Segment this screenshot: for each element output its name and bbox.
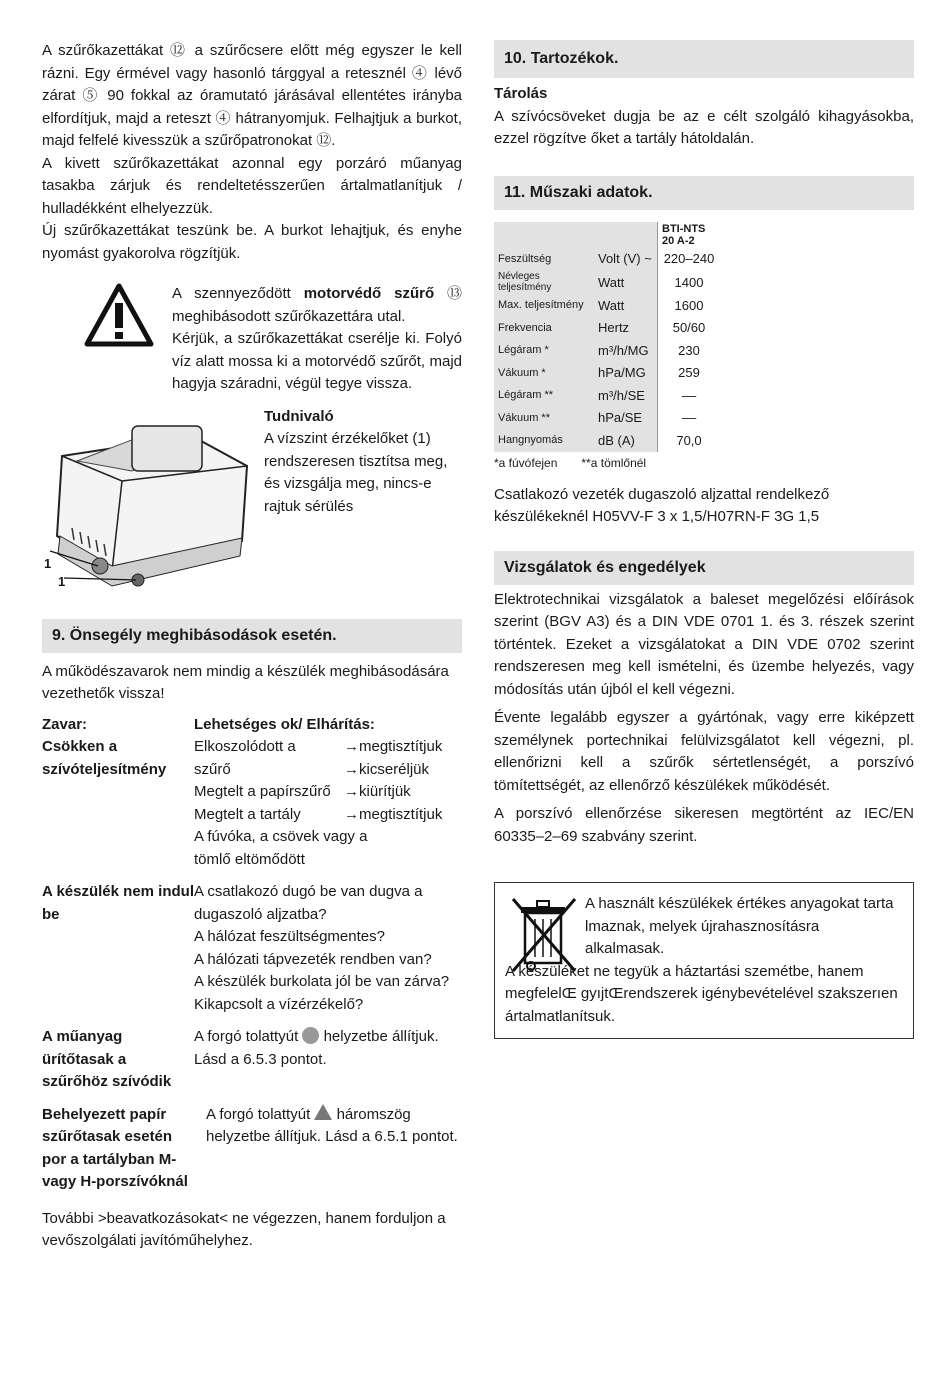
section-footer: További >beavatkozásokat< ne végezzen, hanem forduljon a vevőszolgálati javítóműhelyhez. — [42, 1209, 446, 1249]
right-column — [494, 40, 914, 1039]
fault-label: Csökken a szívóteljesítmény — [42, 738, 167, 778]
col-fault: Zavar: — [42, 715, 88, 733]
warning-text: A szennyeződött motorvédő szűrő ⑬ meghibásodott szűrőkazettára utal. Kérjük, a szűrőkazettákat cserélje ki. Folyó víz alatt mossa ki a motorvédő szűrőt, majd hagyja száradni, végül tegye vissza. — [172, 283, 462, 396]
intro-paragraph: A kivett szűrőkazettákat azonnal egy porzáró műanyag tasakba zárjuk és rendeltetésszerűen ártalmatlanítjuk / hulladékként elhelyezzük. — [42, 154, 462, 217]
cause-line: A csatlakozó dugó be van dugva a dugaszoló aljzatba? — [194, 883, 423, 923]
tests-paragraph: Évente legalább egyszer a gyártónak, vagy erre kiképzett személynek portechnikai felülvizsgálatot kell végezni, pl. ellenőrizni kell a szűrők sértetlenségét, a porszívó tömítettségét, az ellenőrző készülékek működését. — [494, 709, 914, 794]
tests-paragraph: A porszívó ellenőrzése sikeresen megtörtént az IEC/EN 60335–2–69 szabvány szerint. — [494, 805, 914, 845]
cause-extra: A fúvóka, a csövek vagy a tömlő eltömődött — [194, 828, 368, 868]
hint-text — [264, 406, 462, 591]
recycle-box — [494, 882, 914, 1039]
troubleshoot-row — [42, 881, 462, 1016]
troubleshoot-row: A műanyag ürítőtasak a szűrőhöz szívódik A forgó tolattyút helyzetbe állítjuk. Lásd a 6.5.3 pontot. — [42, 1026, 462, 1094]
triangle-symbol-icon — [314, 1104, 332, 1120]
left-column — [42, 40, 462, 1253]
model-header: BTI-NTS 20 A-2 — [658, 222, 721, 248]
spec-row: Légáram ** m³/h/SE –– — [494, 384, 720, 407]
cable-text: Csatlakozó vezeték dugaszoló aljzattal rendelkező készülékeknél H05VV-F 3 x 1,5/H07RN-F 3G 1,5 — [494, 485, 830, 525]
recycle-text: A készüléket ne tegyük a háztartási szemétbe, hanem megfelelŒ gyıjtŒrendszerek igénybevételével szakszerıen ártalmatlanítsuk. — [505, 962, 898, 1025]
marker-label: 1 — [58, 573, 66, 589]
section-heading: 10. Tartozékok. — [494, 40, 914, 78]
fault-label: A készülék nem indul be — [42, 883, 194, 923]
marker-label: 1 — [44, 555, 52, 571]
spec-row: Frekvencia Hertz 50/60 — [494, 317, 720, 340]
intro-paragraph: A szűrőkazettákat ⑫ a szűrőcsere előtt még egyszer le kell rázni. Egy érmével vagy hasonló tárggyal a retesznél ④ lévő zárat ⑤ 90 fokkal az óramutató járásával ellentétes irányba elfordítjuk, majd a reteszt ④ hátranyomjuk. Felhajtjuk a burkot, majd felfelé kivesszük a szűrőpatronokat ⑫. — [42, 42, 462, 149]
hint-block — [42, 406, 462, 591]
spec-row: Névleges teljesítmény Watt 1400 — [494, 270, 720, 294]
circle-symbol-icon — [302, 1027, 319, 1044]
troubleshoot-row: Behelyezett papír szűrőtasak esetén por a tartályban M- vagy H-porszívóknál A forgó tolattyút háromszög helyzetbe állítjuk. Lásd a 6.5.1 pontot. — [42, 1104, 462, 1194]
subheading: Tárolás — [494, 85, 548, 102]
spec-row: Vákuum ** hPa/SE –– — [494, 407, 720, 430]
spec-row: Max. teljesítmény Watt 1600 — [494, 294, 720, 317]
spec-table — [494, 222, 720, 452]
storage-text: A szívócsöveket dugja be az e célt szolgáló kihagyásokba, ezzel rögzítve őket a tartály hátoldalán. — [494, 107, 914, 147]
intro-paragraph: Új szűrőkazettákat teszünk be. A burkot lehajtjuk, és enyhe nyomást gyakorolva rögzítjük. — [42, 222, 462, 262]
warning-paragraph: Kérjük, a szűrőkazettákat cserélje ki. Folyó víz alatt mossa ki a motorvédő szűrőt, majd hagyja száradni, végül tegye vissza. — [172, 330, 462, 392]
section-heading: 9. Önsegély meghibásodások esetén. — [42, 619, 462, 653]
spec-row: Feszültség Volt (V) ~ 220–240 — [494, 248, 720, 271]
hint-paragraph: A vízszint érzékelőket (1) rendszeresen tisztítsa meg, és vizsgálja meg, nincs-e rajtuk sérülés — [264, 430, 448, 515]
vacuum-illustration — [42, 406, 264, 591]
tests-paragraph: Elektrotechnikai vizsgálatok a baleset megelőzési előírások szerint (BGV A3) és a DIN VDE 0701 1. és 3. részek szerint történtek. Ezeket a vizsgálatokat a DIN VDE 0702 szerint rendszeresen meg kell ismételni, és üzembe helyezés, vagy módosítás után újból el kell végezni. — [494, 590, 914, 698]
section-intro: A működészavarok nem mindig a készülék meghibásodására vezethetők vissza! — [42, 662, 449, 702]
troubleshoot-row: Csökken a szívóteljesítmény Elkoszolódott a →megtisztítjuk szűrő →kicseréljük Megtelt a papírszűrő →kiürítjük Megtelt a tartály →megtisztítjuk A fúvóka, a csövek vagy a tömlő eltömődött — [42, 736, 462, 871]
col-cause: Lehetséges ok/ Elhárítás: — [194, 715, 375, 733]
recycle-text: A használt készülékek értékes anyagokat tarta lmaznak, melyek újrahasznosításra alkalmasak. — [585, 895, 894, 957]
spec-table-wrap — [494, 222, 914, 452]
cause-line: A készülék burkolata jól be van zárva? — [194, 973, 450, 990]
spec-footnotes: *a fúvófejen **a tömlőnél — [494, 455, 647, 470]
hint-title: Tudnivaló — [264, 407, 334, 425]
cause-line: A hálózat feszültségmentes? — [194, 928, 385, 945]
warning-triangle-icon — [42, 283, 154, 396]
warning-block — [42, 283, 462, 396]
cause-line: Kikapcsolt a vízérzékelő? — [194, 995, 364, 1013]
section-heading: 11. Műszaki adatok. — [494, 176, 914, 210]
cause-line: A hálózati tápvezeték rendben van? — [194, 950, 432, 968]
fault-label: A műanyag ürítőtasak a szűrőhöz szívódik — [42, 1028, 172, 1090]
section-heading: Vizsgálatok és engedélyek — [494, 551, 914, 585]
spec-row: Hangnyomás dB (A) 70,0 — [494, 429, 720, 452]
spec-row: Vákuum * hPa/MG 259 — [494, 362, 720, 385]
troubleshoot-header — [42, 714, 462, 737]
fault-label: Behelyezett papír szűrőtasak esetén por a tartályban M- vagy H-porszívóknál — [42, 1105, 188, 1190]
spec-row: Légáram * m³/h/MG 230 — [494, 339, 720, 362]
